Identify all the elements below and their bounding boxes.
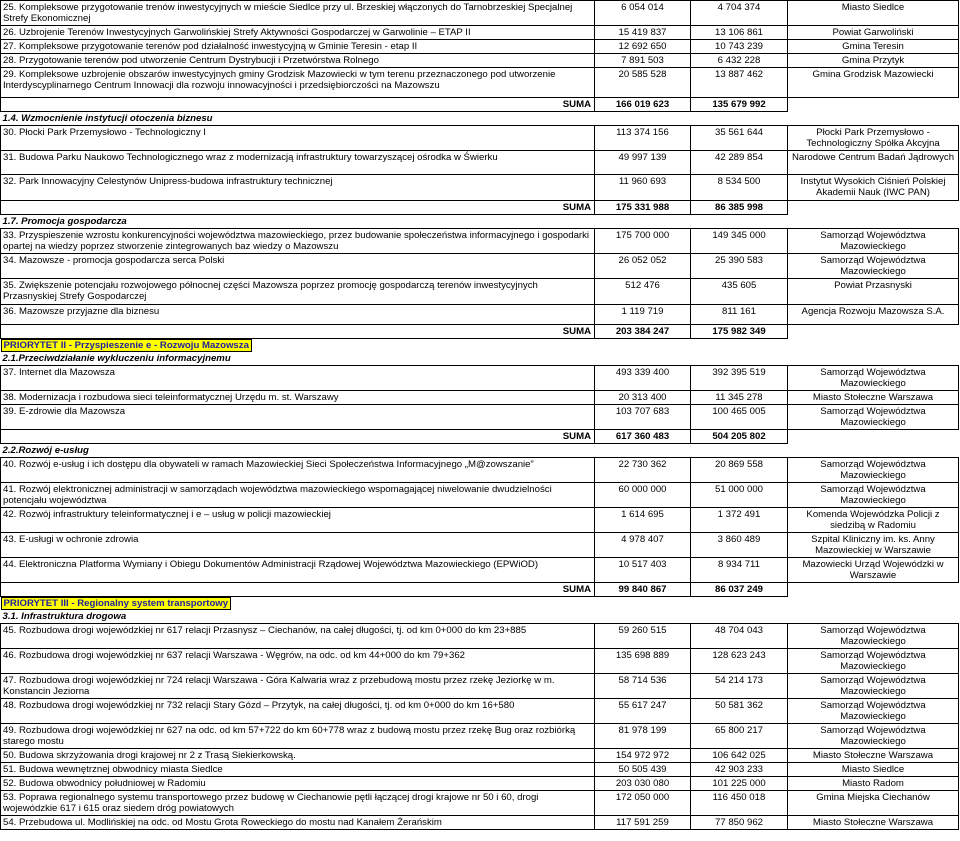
eligible-value: 811 161 bbox=[691, 305, 788, 325]
eligible-value: 35 561 644 bbox=[691, 126, 788, 151]
total-value: 103 707 683 bbox=[595, 405, 691, 430]
beneficiary: Samorząd Województwa Mazowieckiego bbox=[788, 229, 959, 254]
project-description: 27. Kompleksowe przygotowanie terenów pod działalność inwestycyjną w Gminie Teresin - etap II bbox=[1, 40, 595, 54]
eligible-value: 8 934 711 bbox=[691, 558, 788, 583]
beneficiary: Powiat Garwoliński bbox=[788, 26, 959, 40]
projects-table-body bbox=[1, 1, 959, 830]
project-description: 34. Mazowsze - promocja gospodarcza serca Polski bbox=[1, 254, 595, 279]
total-value: 1 119 719 bbox=[595, 305, 691, 325]
sum-spacer bbox=[788, 325, 959, 339]
table-row bbox=[1, 458, 959, 483]
project-description: 42. Rozwój infrastruktury teleinformatycznej i e – usług w policji mazowieckiej bbox=[1, 508, 595, 533]
project-description: 51. Budowa wewnętrznej obwodnicy miasta Siedlce bbox=[1, 763, 595, 777]
total-value: 59 260 515 bbox=[595, 624, 691, 649]
eligible-value: 77 850 962 bbox=[691, 816, 788, 830]
eligible-value: 13 106 861 bbox=[691, 26, 788, 40]
total-value: 7 891 503 bbox=[595, 54, 691, 68]
beneficiary: Miasto Siedlce bbox=[788, 763, 959, 777]
table-row bbox=[1, 749, 959, 763]
table-row bbox=[1, 533, 959, 558]
sum-total-value: 203 384 247 bbox=[595, 325, 691, 339]
eligible-value: 149 345 000 bbox=[691, 229, 788, 254]
eligible-value: 20 869 558 bbox=[691, 458, 788, 483]
section-header-row bbox=[1, 112, 959, 126]
eligible-value: 116 450 018 bbox=[691, 791, 788, 816]
table-row bbox=[1, 777, 959, 791]
project-description: 40. Rozwój e-usług i ich dostępu dla obywateli w ramach Mazowieckiej Sieci Społeczeństwa Informacyjnego „M@zowszanie” bbox=[1, 458, 595, 483]
beneficiary: Samorząd Województwa Mazowieckiego bbox=[788, 483, 959, 508]
total-value: 113 374 156 bbox=[595, 126, 691, 151]
total-value: 512 476 bbox=[595, 279, 691, 305]
table-row bbox=[1, 54, 959, 68]
eligible-value: 106 642 025 bbox=[691, 749, 788, 763]
beneficiary: Miasto Siedlce bbox=[788, 1, 959, 26]
table-row bbox=[1, 791, 959, 816]
sum-spacer bbox=[788, 201, 959, 215]
section-header-row bbox=[1, 610, 959, 624]
beneficiary: Samorząd Województwa Mazowieckiego bbox=[788, 699, 959, 724]
table-row bbox=[1, 254, 959, 279]
eligible-value: 48 704 043 bbox=[691, 624, 788, 649]
beneficiary: Samorząd Województwa Mazowieckiego bbox=[788, 458, 959, 483]
beneficiary: Samorząd Województwa Mazowieckiego bbox=[788, 674, 959, 699]
eligible-value: 50 581 362 bbox=[691, 699, 788, 724]
total-value: 50 505 439 bbox=[595, 763, 691, 777]
table-row bbox=[1, 699, 959, 724]
beneficiary: Mazowiecki Urząd Wojewódzki w Warszawie bbox=[788, 558, 959, 583]
table-row bbox=[1, 816, 959, 830]
sum-label: SUMA bbox=[1, 98, 595, 112]
eligible-value: 4 704 374 bbox=[691, 1, 788, 26]
sum-eligible-value: 175 982 349 bbox=[691, 325, 788, 339]
priority-header-row bbox=[1, 597, 959, 611]
table-row bbox=[1, 624, 959, 649]
eligible-value: 1 372 491 bbox=[691, 508, 788, 533]
eligible-value: 392 395 519 bbox=[691, 366, 788, 391]
beneficiary: Gmina Przytyk bbox=[788, 54, 959, 68]
project-description: 53. Poprawa regionalnego systemu transportowego przez budowę w Ciechanowie pętli łączącej drogi krajowe nr 50 i 60, drogi wojewódzkie 617 i 615 oraz siedem dróg powiatowych bbox=[1, 791, 595, 816]
beneficiary: Samorząd Województwa Mazowieckiego bbox=[788, 366, 959, 391]
project-description: 30. Płocki Park Przemysłowo - Technologiczny I bbox=[1, 126, 595, 151]
eligible-value: 6 432 228 bbox=[691, 54, 788, 68]
project-description: 35. Zwiększenie potencjału rozwojowego północnej części Mazowsza poprzez promocję gospodarczą terenów inwestycyjnych Przasnyskiej Strefy Gospodarczej bbox=[1, 279, 595, 305]
table-row bbox=[1, 674, 959, 699]
beneficiary: Samorząd Województwa Mazowieckiego bbox=[788, 254, 959, 279]
sum-row bbox=[1, 98, 959, 112]
table-row bbox=[1, 405, 959, 430]
table-row bbox=[1, 763, 959, 777]
total-value: 175 700 000 bbox=[595, 229, 691, 254]
project-description: 29. Kompleksowe uzbrojenie obszarów inwestycyjnych gminy Grodzisk Mazowiecki w tym terenu przeznaczonego pod utworzenie Interdyscyplinarnego Centrum Innowacji dla rozwoju innowacyjności i przedsiębiorczości na Mazowszu bbox=[1, 68, 595, 98]
sum-spacer bbox=[788, 583, 959, 597]
eligible-value: 13 887 462 bbox=[691, 68, 788, 98]
section-header-row bbox=[1, 352, 959, 366]
table-row bbox=[1, 724, 959, 749]
table-row bbox=[1, 126, 959, 151]
sum-total-value: 617 360 483 bbox=[595, 430, 691, 444]
priority-cell bbox=[1, 597, 959, 611]
beneficiary: Agencja Rozwoju Mazowsza S.A. bbox=[788, 305, 959, 325]
section-header-row bbox=[1, 215, 959, 229]
total-value: 49 997 139 bbox=[595, 151, 691, 175]
total-value: 4 978 407 bbox=[595, 533, 691, 558]
beneficiary: Komenda Wojewódzka Policji z siedzibą w Radomiu bbox=[788, 508, 959, 533]
sum-label: SUMA bbox=[1, 325, 595, 339]
eligible-value: 25 390 583 bbox=[691, 254, 788, 279]
table-row bbox=[1, 26, 959, 40]
eligible-value: 65 800 217 bbox=[691, 724, 788, 749]
beneficiary: Instytut Wysokich Ciśnień Polskiej Akademii Nauk (IWC PAN) bbox=[788, 175, 959, 201]
section-title: 1.4. Wzmocnienie instytucji otoczenia biznesu bbox=[2, 113, 213, 124]
total-value: 20 313 400 bbox=[595, 391, 691, 405]
eligible-value: 42 903 233 bbox=[691, 763, 788, 777]
sum-spacer bbox=[788, 98, 959, 112]
total-value: 6 054 014 bbox=[595, 1, 691, 26]
project-description: 45. Rozbudowa drogi wojewódzkiej nr 617 relacji Przasnysz – Ciechanów, na całej długości, tj. od km 0+000 do km 23+885 bbox=[1, 624, 595, 649]
table-row bbox=[1, 1, 959, 26]
project-description: 47. Rozbudowa drogi wojewódzkiej nr 724 relacji Warszawa - Góra Kalwaria wraz z przebudową mostu przez rzekę Jeziorkę w m. Konstancin Jeziorna bbox=[1, 674, 595, 699]
total-value: 26 052 052 bbox=[595, 254, 691, 279]
section-header-row bbox=[1, 444, 959, 458]
sum-spacer bbox=[788, 430, 959, 444]
project-description: 54. Przebudowa ul. Modlińskiej na odc. od Mostu Grota Roweckiego do mostu nad Kanałem Żerańskim bbox=[1, 816, 595, 830]
total-value: 60 000 000 bbox=[595, 483, 691, 508]
project-description: 44. Elektroniczna Platforma Wymiany i Obiegu Dokumentów Administracji Rządowej Województwa Mazowieckiego (EPWiOD) bbox=[1, 558, 595, 583]
beneficiary: Samorząd Województwa Mazowieckiego bbox=[788, 405, 959, 430]
beneficiary: Miasto Radom bbox=[788, 777, 959, 791]
total-value: 154 972 972 bbox=[595, 749, 691, 763]
priority-header-row bbox=[1, 339, 959, 353]
eligible-value: 435 605 bbox=[691, 279, 788, 305]
project-description: 50. Budowa skrzyżowania drogi krajowej nr 2 z Trasą Siekierkowską. bbox=[1, 749, 595, 763]
beneficiary: Gmina Teresin bbox=[788, 40, 959, 54]
beneficiary: Narodowe Centrum Badań Jądrowych bbox=[788, 151, 959, 175]
beneficiary: Samorząd Województwa Mazowieckiego bbox=[788, 724, 959, 749]
total-value: 135 698 889 bbox=[595, 649, 691, 674]
total-value: 1 614 695 bbox=[595, 508, 691, 533]
table-row bbox=[1, 40, 959, 54]
total-value: 22 730 362 bbox=[595, 458, 691, 483]
project-description: 43. E-usługi w ochronie zdrowia bbox=[1, 533, 595, 558]
table-row bbox=[1, 151, 959, 175]
table-row bbox=[1, 508, 959, 533]
total-value: 55 617 247 bbox=[595, 699, 691, 724]
eligible-value: 3 860 489 bbox=[691, 533, 788, 558]
sum-eligible-value: 86 037 249 bbox=[691, 583, 788, 597]
total-value: 58 714 536 bbox=[595, 674, 691, 699]
beneficiary: Samorząd Województwa Mazowieckiego bbox=[788, 624, 959, 649]
project-description: 33. Przyspieszenie wzrostu konkurencyjności województwa mazowieckiego, przez budowanie społeczeństwa informacyjnego i gospodarki opartej na wiedzy poprzez stworzenie zintegrowanych baz wiedzy o Mazowszu bbox=[1, 229, 595, 254]
eligible-value: 101 225 000 bbox=[691, 777, 788, 791]
total-value: 11 960 693 bbox=[595, 175, 691, 201]
table-row bbox=[1, 483, 959, 508]
total-value: 20 585 528 bbox=[595, 68, 691, 98]
project-description: 26. Uzbrojenie Terenów Inwestycyjnych Garwolińskiej Strefy Aktywności Gospodarczej w Garwolinie – ETAP II bbox=[1, 26, 595, 40]
sum-eligible-value: 135 679 992 bbox=[691, 98, 788, 112]
sum-total-value: 166 019 623 bbox=[595, 98, 691, 112]
total-value: 15 419 837 bbox=[595, 26, 691, 40]
project-description: 38. Modernizacja i rozbudowa sieci teleinformatycznej Urzędu m. st. Warszawy bbox=[1, 391, 595, 405]
beneficiary: Gmina Miejska Ciechanów bbox=[788, 791, 959, 816]
eligible-value: 54 214 173 bbox=[691, 674, 788, 699]
section-title: 2.2.Rozwój e-usług bbox=[2, 445, 89, 456]
sum-row bbox=[1, 430, 959, 444]
project-description: 39. E-zdrowie dla Mazowsza bbox=[1, 405, 595, 430]
beneficiary: Samorząd Województwa Mazowieckiego bbox=[788, 649, 959, 674]
total-value: 10 517 403 bbox=[595, 558, 691, 583]
total-value: 203 030 080 bbox=[595, 777, 691, 791]
project-description: 52. Budowa obwodnicy południowej w Radomiu bbox=[1, 777, 595, 791]
priority-title: PRIORYTET II - Przyspieszenie e - Rozwoju Mazowsza bbox=[1, 339, 252, 352]
project-description: 49. Rozbudowa drogi wojewódzkiej nr 627 na odc. od km 57+722 do km 60+778 wraz z budową mostu przez rzekę Bug oraz rozbiórką starego mostu bbox=[1, 724, 595, 749]
table-row bbox=[1, 366, 959, 391]
priority-title: PRIORYTET III - Regionalny system transportowy bbox=[1, 597, 232, 610]
project-description: 25. Kompleksowe przygotowanie trenów inwestycyjnych w mieście Siedlce przy ul. Brzeskiej włączonych do Tarnobrzeskiej Specjalnej Strefy Ekonomicznej bbox=[1, 1, 595, 26]
priority-cell bbox=[1, 339, 959, 353]
total-value: 493 339 400 bbox=[595, 366, 691, 391]
eligible-value: 51 000 000 bbox=[691, 483, 788, 508]
sum-total-value: 175 331 988 bbox=[595, 201, 691, 215]
project-description: 41. Rozwój elektronicznej administracji w samorządach województwa mazowieckiego wspomagającej niwelowanie dwudzielności potencjału województwa bbox=[1, 483, 595, 508]
sum-label: SUMA bbox=[1, 430, 595, 444]
beneficiary: Miasto Stołeczne Warszawa bbox=[788, 749, 959, 763]
sum-label: SUMA bbox=[1, 583, 595, 597]
project-description: 31. Budowa Parku Naukowo Technologicznego wraz z modernizacją infrastruktury towarzyszącej ośrodka w Świerku bbox=[1, 151, 595, 175]
table-row bbox=[1, 305, 959, 325]
beneficiary: Miasto Stołeczne Warszawa bbox=[788, 816, 959, 830]
total-value: 172 050 000 bbox=[595, 791, 691, 816]
table-row bbox=[1, 279, 959, 305]
total-value: 117 591 259 bbox=[595, 816, 691, 830]
eligible-value: 42 289 854 bbox=[691, 151, 788, 175]
eligible-value: 11 345 278 bbox=[691, 391, 788, 405]
project-description: 46. Rozbudowa drogi wojewódzkiej nr 637 relacji Warszawa - Węgrów, na odc. od km 44+000 do km 79+362 bbox=[1, 649, 595, 674]
sum-eligible-value: 504 205 802 bbox=[691, 430, 788, 444]
project-description: 48. Rozbudowa drogi wojewódzkiej nr 732 relacji Stary Gózd – Przytyk, na całej długości, tj. od km 0+000 do km 16+580 bbox=[1, 699, 595, 724]
sum-row bbox=[1, 201, 959, 215]
table-row bbox=[1, 558, 959, 583]
beneficiary: Miasto Stołeczne Warszawa bbox=[788, 391, 959, 405]
beneficiary: Powiat Przasnyski bbox=[788, 279, 959, 305]
eligible-value: 128 623 243 bbox=[691, 649, 788, 674]
eligible-value: 10 743 239 bbox=[691, 40, 788, 54]
beneficiary: Szpital Kliniczny im. ks. Anny Mazowieckiej w Warszawie bbox=[788, 533, 959, 558]
section-title: 2.1.Przeciwdziałanie wykluczeniu informacyjnemu bbox=[2, 353, 231, 364]
table-row bbox=[1, 649, 959, 674]
sum-label: SUMA bbox=[1, 201, 595, 215]
beneficiary: Gmina Grodzisk Mazowiecki bbox=[788, 68, 959, 98]
project-description: 28. Przygotowanie terenów pod utworzenie Centrum Dystrybucji i Przetwórstwa Rolnego bbox=[1, 54, 595, 68]
table-row bbox=[1, 229, 959, 254]
sum-row bbox=[1, 325, 959, 339]
sum-eligible-value: 86 385 998 bbox=[691, 201, 788, 215]
eligible-value: 100 465 005 bbox=[691, 405, 788, 430]
project-description: 37. Internet dla Mazowsza bbox=[1, 366, 595, 391]
beneficiary: Płocki Park Przemysłowo - Technologiczny Spółka Akcyjna bbox=[788, 126, 959, 151]
section-title: 3.1. Infrastruktura drogowa bbox=[2, 611, 127, 622]
sum-row bbox=[1, 583, 959, 597]
section-title: 1.7. Promocja gospodarcza bbox=[2, 216, 127, 227]
project-description: 32. Park Innowacyjny Celestynów Unipress-budowa infrastruktury technicznej bbox=[1, 175, 595, 201]
sum-total-value: 99 840 867 bbox=[595, 583, 691, 597]
eligible-value: 8 534 500 bbox=[691, 175, 788, 201]
table-row bbox=[1, 391, 959, 405]
total-value: 12 692 650 bbox=[595, 40, 691, 54]
table-row bbox=[1, 175, 959, 201]
table-row bbox=[1, 68, 959, 98]
total-value: 81 978 199 bbox=[595, 724, 691, 749]
project-description: 36. Mazowsze przyjazne dla biznesu bbox=[1, 305, 595, 325]
